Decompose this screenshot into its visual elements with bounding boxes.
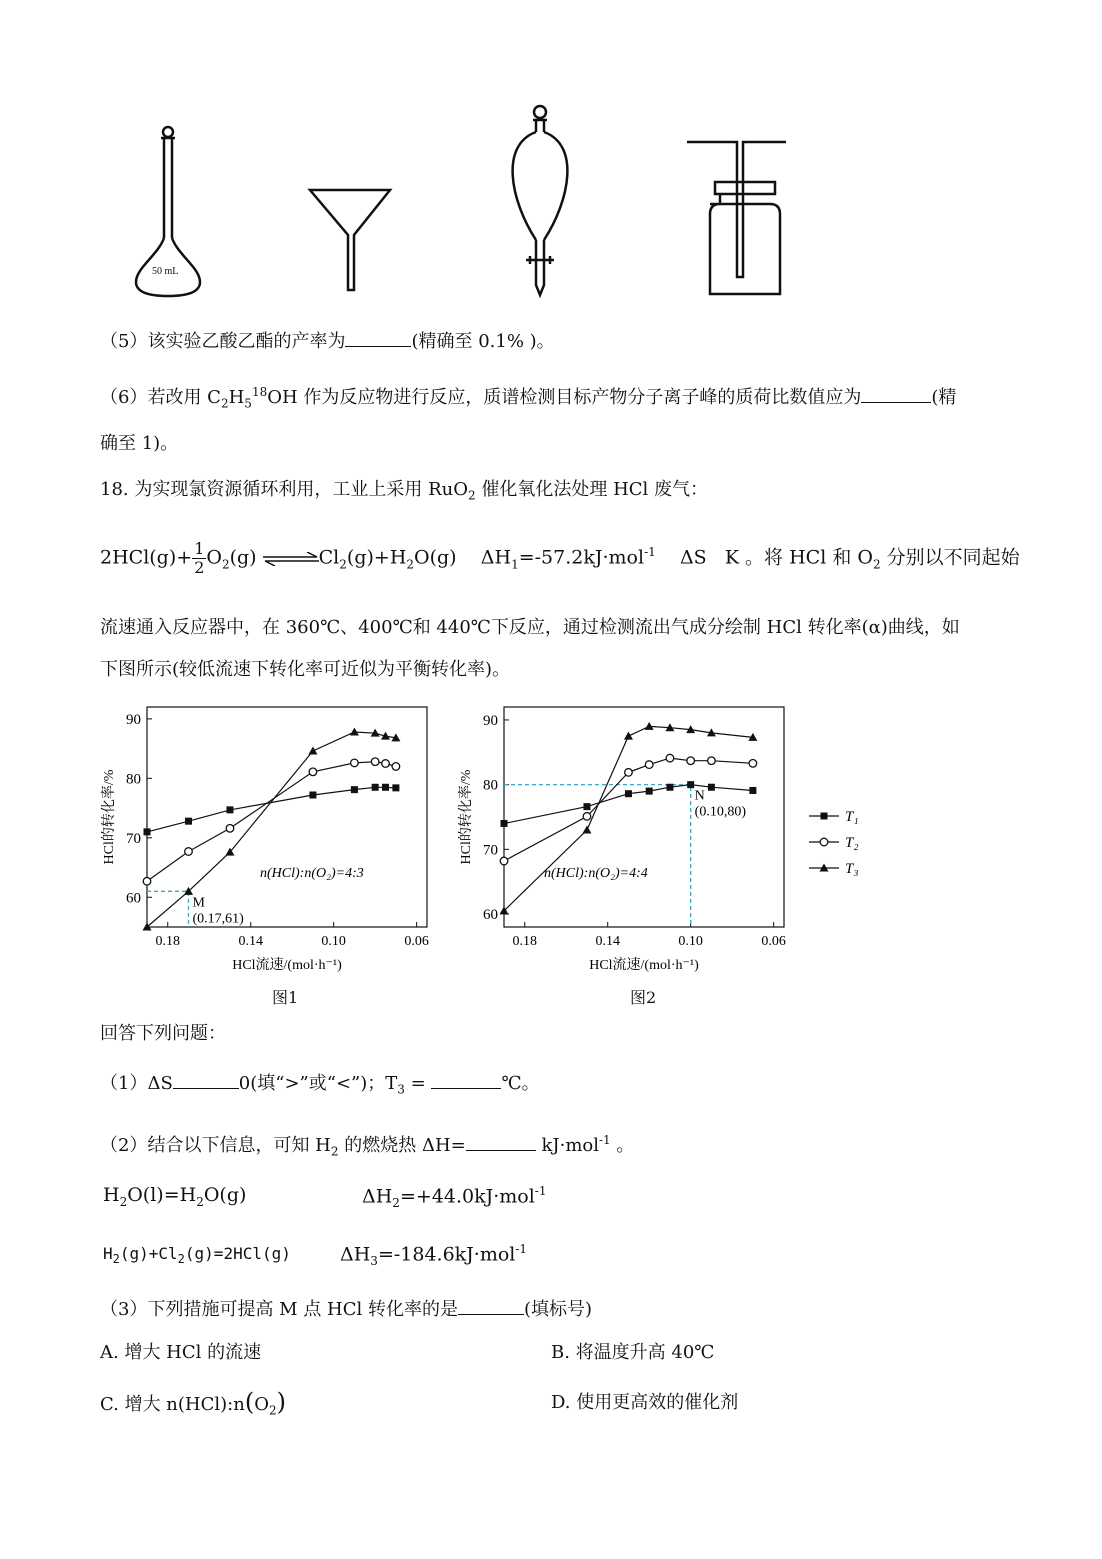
data-point (226, 824, 234, 832)
y-tick-label: 70 (483, 842, 498, 859)
fraction-half: $\frac{1}{2}$ (194, 539, 205, 577)
ratio-annotation: n(HCl):n(O₂)=4:3 (260, 866, 364, 881)
data-point (687, 781, 694, 788)
option-b[interactable]: B. 将温度升高 40℃ (551, 1342, 715, 1363)
data-point (708, 757, 716, 765)
y-tick-label: 60 (126, 890, 141, 907)
data-point (185, 848, 193, 856)
option-c[interactable]: C. 增大 $n(HCl):n(O_2)$ (100, 1388, 286, 1418)
data-point (226, 806, 233, 813)
legend-marker (820, 838, 828, 846)
separatory-funnel (513, 106, 568, 295)
y-axis-label: HCl的转化率/% (102, 769, 117, 865)
fig1-caption: 图1 (272, 988, 299, 1007)
chart-figure-1 (95, 695, 455, 985)
q17-5: （5）该实验乙酸乙酯的产率为 (精确至 0.1% )。 (100, 328, 555, 354)
option-a[interactable]: A. 增大 HCl 的流速 (100, 1342, 262, 1363)
reaction-r1: $H_2O(l)=H_2O(g)$ (103, 1184, 247, 1209)
series-line (147, 787, 396, 832)
answer-blank-yield[interactable] (345, 328, 411, 347)
data-point (624, 732, 633, 740)
q18-1: （1）ΔS 0(填“>”或“<”)；$T_3$ = ℃。 (100, 1070, 540, 1102)
data-point (371, 758, 379, 766)
data-point (144, 828, 151, 835)
x-tick-label: 0.06 (404, 934, 429, 949)
q18-2: （2）结合以下信息，可知 $H_2$ 的燃烧热 ΔH= kJ·mol$^{-1}$ 。 (100, 1133, 635, 1159)
data-point (583, 803, 590, 810)
chart-legend (805, 800, 875, 895)
y-tick-label: 60 (483, 907, 498, 924)
reaction-equation: 2HCl(g)+ $\frac{1}{2}$ $O_2(g)$ $Cl_2(g)+H_2O(g)$ $\Delta H_1=-57.2kJ\cdot mol^{-1}$ ΔS K 。将 HCl 和 $O_2$ 分别以不同起始 (100, 539, 1020, 577)
answer-blank-mz[interactable] (861, 384, 931, 403)
data-point (351, 786, 358, 793)
data-point (372, 784, 379, 791)
equilibrium-arrow-icon (263, 552, 319, 566)
data-point (645, 722, 654, 730)
gas-washing-bottle (687, 142, 786, 294)
x-axis-label: HCl流速/(mol·h⁻¹) (232, 958, 342, 973)
data-point (687, 757, 695, 765)
x-tick-label: 0.06 (761, 934, 786, 949)
data-point (666, 754, 674, 762)
data-point (625, 769, 633, 777)
q18-intro: 18. 为实现氯资源循环利用，工业上采用 RuO$_2$ 催化氧化法处理 HCl 废气： (100, 479, 709, 503)
data-point (583, 813, 591, 821)
data-point (351, 759, 359, 767)
x-tick-label: 0.10 (678, 934, 703, 949)
data-point (749, 759, 757, 767)
data-point (392, 784, 399, 791)
legend-marker (821, 813, 828, 820)
data-point (143, 877, 151, 885)
answer-blank-t3[interactable] (431, 1070, 501, 1089)
q17-6: （6）若改用 $C_2H_5^{18}OH$ 作为反应物进行反应，质谱检测目标产物分子离子峰的质荷比数值应为 (精 (100, 385, 957, 411)
data-point (309, 792, 316, 799)
series-line (147, 732, 396, 927)
flask-label: 50 mL (152, 266, 179, 277)
y-tick-label: 90 (483, 712, 498, 729)
point-coordinate: (0.10,80) (694, 804, 746, 820)
answer-prompt: 回答下列问题： (100, 1023, 226, 1044)
chart-figure-2 (452, 695, 812, 985)
fig2-caption: 图2 (630, 988, 657, 1007)
answer-blank-option[interactable] (458, 1296, 524, 1315)
funnel (310, 190, 390, 290)
data-point (382, 784, 389, 791)
q17-6-line2: 确至 1)。 (100, 433, 179, 454)
point-label: N (694, 788, 705, 804)
x-tick-label: 0.18 (155, 934, 180, 949)
data-point (350, 727, 359, 735)
data-point (308, 747, 317, 755)
series-line (147, 762, 396, 882)
data-point (646, 788, 653, 795)
x-tick-label: 0.18 (512, 934, 537, 949)
reaction-r2-dh: $\Delta H_3=-184.6kJ\cdot mol^{-1}$ (340, 1242, 528, 1269)
point-label: M (192, 895, 205, 911)
legend-label: T₁ (845, 809, 859, 825)
ratio-annotation: n(HCl):n(O₂)=4:4 (544, 866, 648, 881)
point-coordinate: (0.17,61) (192, 911, 244, 927)
reaction-r2: $H_2(g)+Cl_2(g)=2HCl(g)$ (103, 1244, 291, 1267)
data-point (708, 784, 715, 791)
answer-blank-ds[interactable] (173, 1070, 239, 1089)
y-tick-label: 90 (126, 711, 141, 728)
data-point (500, 857, 508, 865)
data-point (382, 760, 390, 768)
answer-blank-dh[interactable] (466, 1132, 536, 1151)
data-point (625, 790, 632, 797)
y-axis-label: HCl的转化率/% (459, 769, 474, 865)
x-tick-label: 0.14 (238, 934, 263, 949)
y-tick-label: 70 (126, 830, 141, 847)
x-tick-label: 0.14 (595, 934, 620, 949)
reaction-r1-dh: $\Delta H_2=+44.0kJ\cdot mol^{-1}$ (362, 1184, 547, 1211)
option-d[interactable]: D. 使用更高效的催化剂 (551, 1392, 739, 1413)
data-point (501, 820, 508, 827)
q18-para2: 流速通入反应器中，在 360℃、400℃和 440℃下反应，通过检测流出气成分绘制 HCl 转化率(α)曲线，如 (100, 617, 960, 638)
q18-para3: 下图所示(较低流速下转化率可近似为平衡转化率)。 (100, 659, 511, 680)
legend-label: T₂ (845, 835, 859, 851)
y-tick-label: 80 (483, 777, 498, 794)
legend-label: T₃ (845, 861, 859, 877)
q18-3: （3）下列措施可提高 M 点 HCl 转化率的是 (填标号) (100, 1296, 592, 1322)
y-tick-label: 80 (126, 771, 141, 788)
data-point (645, 761, 653, 769)
volumetric-flask (136, 127, 200, 296)
data-point (185, 818, 192, 825)
x-axis-label: HCl流速/(mol·h⁻¹) (589, 958, 699, 973)
data-point (582, 825, 591, 833)
data-point (392, 763, 400, 771)
data-point (666, 784, 673, 791)
data-point (749, 787, 756, 794)
apparatus-drawings (100, 90, 820, 310)
data-point (309, 768, 317, 776)
x-tick-label: 0.10 (321, 934, 346, 949)
